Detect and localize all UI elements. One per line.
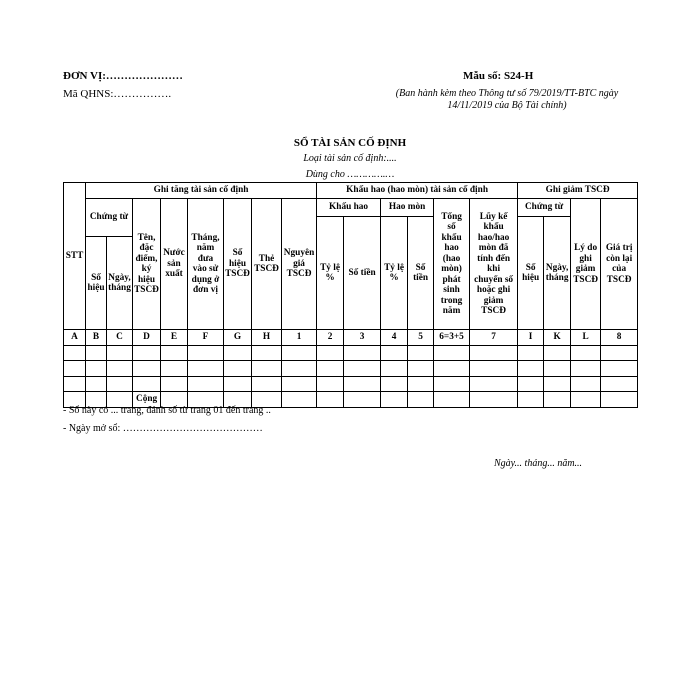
code-cell: 2 <box>317 330 344 346</box>
decrease-group-header: Ghi giảm TSCĐ <box>518 183 638 199</box>
unit-label: ĐƠN VỊ:………………… <box>63 70 183 82</box>
total-label: Cộng <box>133 392 161 408</box>
voucher-date-header: Ngày, tháng <box>107 237 133 330</box>
decrease-voucher-header: Chứng từ <box>518 199 571 217</box>
code-cell: I <box>518 330 544 346</box>
name-header: Tên, đặc điểm, ký hiệu TSCĐ <box>133 199 161 330</box>
asset-ledger-table <box>63 182 638 408</box>
code-cell: E <box>161 330 188 346</box>
qhns-label: Mã QHNS:……………. <box>63 88 172 100</box>
wear-amount-header: Số tiền <box>408 217 434 330</box>
open-date: - Ngày mở sổ: …………………………………… <box>63 423 263 434</box>
month-year-header: Tháng, năm đưa vào sử dụng ở đơn vị <box>188 199 224 330</box>
depreciation-subheader: Khấu hao <box>317 199 381 217</box>
decrease-voucher-no-header: Số hiệu <box>518 217 544 330</box>
code-cell: G <box>224 330 252 346</box>
wear-rate-header: Tỷ lệ % <box>381 217 408 330</box>
dep-rate-header: Tỷ lệ % <box>317 217 344 330</box>
code-cell: B <box>86 330 107 346</box>
voucher-header: Chứng từ <box>86 199 133 237</box>
code-cell: 4 <box>381 330 408 346</box>
table-row <box>64 377 638 392</box>
wear-subheader: Hao mòn <box>381 199 434 217</box>
page-title: SỔ TÀI SẢN CỐ ĐỊNH <box>293 137 407 149</box>
form-code: Mẫu số: S24-H <box>463 70 534 82</box>
total-depreciation-header: Tổng số khấu hao (hao mòn) phát sinh trong năm <box>434 199 470 330</box>
table-row <box>64 361 638 377</box>
code-cell: 5 <box>408 330 434 346</box>
issued-line-2: 14/11/2019 của Bộ Tài chính) <box>447 100 567 111</box>
cost-header: Nguyên giá TSCĐ <box>282 199 317 330</box>
stt-header: STT <box>64 183 86 330</box>
voucher-no-header: Số hiệu <box>86 237 107 330</box>
code-cell: K <box>544 330 571 346</box>
dep-amount-header: Số tiền <box>344 217 381 330</box>
code-cell: 7 <box>470 330 518 346</box>
code-cell: 8 <box>601 330 638 346</box>
origin-header: Nước sản xuất <box>161 199 188 330</box>
used-for-label: Dùng cho ………….… <box>305 169 395 180</box>
column-code-row <box>64 330 638 346</box>
increase-group-header: Ghi tăng tài sản cố định <box>86 183 317 199</box>
code-cell: D <box>133 330 161 346</box>
code-cell: 1 <box>282 330 317 346</box>
table-row <box>64 346 638 361</box>
code-cell: L <box>571 330 601 346</box>
pages-note: - Sổ này có ... trang, đánh số từ trang 01 đến trang .. <box>63 405 271 416</box>
code-cell: A <box>64 330 86 346</box>
code-cell: 6=3+5 <box>434 330 470 346</box>
issued-line-1: (Ban hành kèm theo Thông tư số 79/2019/TT-BTC ngày <box>395 88 619 99</box>
residual-header: Giá trị còn lại của TSCĐ <box>601 199 638 330</box>
code-cell: 3 <box>344 330 381 346</box>
card-header: Thẻ TSCĐ <box>252 199 282 330</box>
asset-no-header: Số hiệu TSCĐ <box>224 199 252 330</box>
decrease-voucher-date-header: Ngày, tháng <box>544 217 571 330</box>
code-cell: H <box>252 330 282 346</box>
asset-type-label: Loại tài sản cố định:.... <box>303 153 397 164</box>
code-cell: F <box>188 330 224 346</box>
date-line: Ngày... tháng... năm... <box>494 458 583 469</box>
reason-header: Lý do ghi giảm TSCĐ <box>571 199 601 330</box>
depreciation-group-header: Khấu hao (hao mòn) tài sản cố định <box>317 183 518 199</box>
accumulated-header: Lũy kế khấu hao/hao mòn đã tính đến khi chuyển số hoặc ghi giảm TSCĐ <box>470 199 518 330</box>
code-cell: C <box>107 330 133 346</box>
